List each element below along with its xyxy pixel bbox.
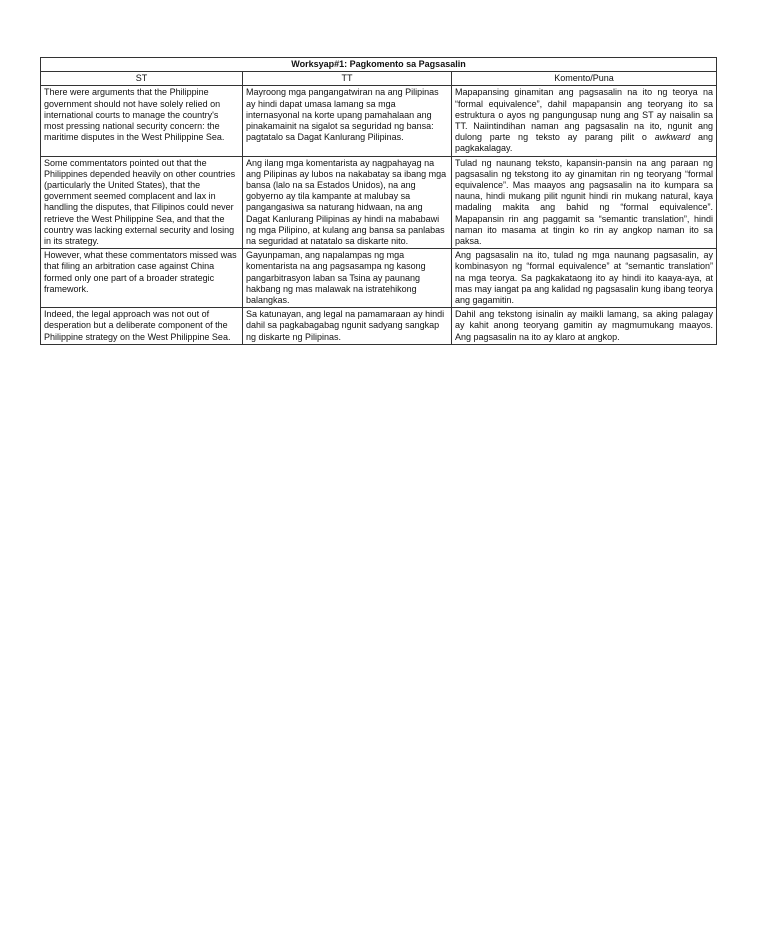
source-text-cell: There were arguments that the Philippine government should not have solely relied on international courts to manage the country's most pressing national security concern: the maritime disputes in the West Philippine Sea.: [41, 86, 243, 156]
table-row: [41, 308, 717, 345]
table-row: [41, 156, 717, 249]
comment-cell: Tulad ng naunang teksto, kapansin-pansin na ang paraan ng pagsasalin ng tekstong ito ay ginamitan rin ng teoryang “formal equivalence”. Mas maayos ang pagsasalin na ito kumpara sa nauna, hindi mukang pilit ngunit hindi rin mukang natural, kaya madaling makita ang bahid ng “formal equivalence”. Mapapansin rin ang paggamit sa “semantic translation”, hindi naman ito masama at tingin ko rin ay angkop naman ito sa paksa.: [452, 156, 717, 249]
table-row: [41, 86, 717, 156]
column-header-tt: TT: [243, 72, 452, 86]
comment-cell: Dahil ang tekstong isinalin ay maikli lamang, sa aking palagay ay kahit anong teoryang gamitin ay magmumukang maayos. Ang pagsasalin na ito ay klaro at angkop.: [452, 308, 717, 345]
source-text-cell: Some commentators pointed out that the Philippines depended heavily on other countries (particularly the United States), that the government seemed complacent and lax in handling the disputes, that Filipinos could never retrieve the West Philippine Sea, and that the country was lacking external security and losing in its strategy.: [41, 156, 243, 249]
target-text-cell: Mayroong mga pangangatwiran na ang Pilipinas ay hindi dapat umasa lamang sa mga internasyonal na korte upang pamahalaan ang pinakamainit na sigalot sa seguridad ng bansa: pagtatalo sa Dagat Kanlurang Pilipinas.: [243, 86, 452, 156]
source-text-cell: However, what these commentators missed was that filing an arbitration case against China formed only one part of a broader strategic framework.: [41, 249, 243, 308]
comment-text: Mapapansing ginamitan ang pagsasalin na ito ng teorya na “formal equivalence”, dahil mapapansin ang teoryang ito sa estruktura o ayos ng pangungusap nung ang ST ay naisalin sa TT. Naiintindihan naman ang pagsasalin na ito, ngunit ang dulong parte ng teksto ay parang pilit o: [455, 87, 713, 143]
source-text-cell: Indeed, the legal approach was not out of desperation but a deliberate component of the Philippine strategy on the West Philippine Sea.: [41, 308, 243, 345]
comment-emphasis: awkward: [654, 132, 691, 143]
table-row: [41, 249, 717, 308]
comment-cell: [452, 86, 717, 156]
worksheet-title: Worksyap#1: Pagkomento sa Pagsasalin: [41, 58, 717, 72]
header-row: [41, 72, 717, 86]
comment-cell: Ang pagsasalin na ito, tulad ng mga naunang pagsasalin, ay kombinasyon ng “formal equivalence” at “semantic translation” na mga teorya. Sa pagkakataong ito ay hindi ito kaaya-aya, at mas may iangat pa ang kalidad ng pagsasalin kung ibang teorya ang gagamitin.: [452, 249, 717, 308]
title-row: [41, 58, 717, 72]
column-header-st: ST: [41, 72, 243, 86]
worksheet-table: [40, 57, 717, 345]
column-header-komento: Komento/Puna: [452, 72, 717, 86]
target-text-cell: Sa katunayan, ang legal na pamamaraan ay hindi dahil sa pagkabagabag ngunit sadyang sangkap ng diskarte ng Pilipinas.: [243, 308, 452, 345]
comment-text-end: ang pagkakalagay.: [455, 132, 713, 154]
target-text-cell: Gayunpaman, ang napalampas ng mga komentarista na ang pagsasampa ng kasong pangarbitrasyon laban sa Tsina ay paunang hakbang ng mas malawak na istratehikong balangkas.: [243, 249, 452, 308]
target-text-cell: Ang ilang mga komentarista ay nagpahayag na ang Pilipinas ay lubos na nakabatay sa ibang mga bansa (lalo na sa Estados Unidos), na ang gobyerno ay tila kampante at malubay sa pangangasiwa sa naturang hidwaan, na ang Dagat Kanlurang Pilipinas ay hindi na mababawi ng mga Pilipino, at kulang ang bansa sa panlabas na seguridad at natatalo sa diskarte nito.: [243, 156, 452, 249]
